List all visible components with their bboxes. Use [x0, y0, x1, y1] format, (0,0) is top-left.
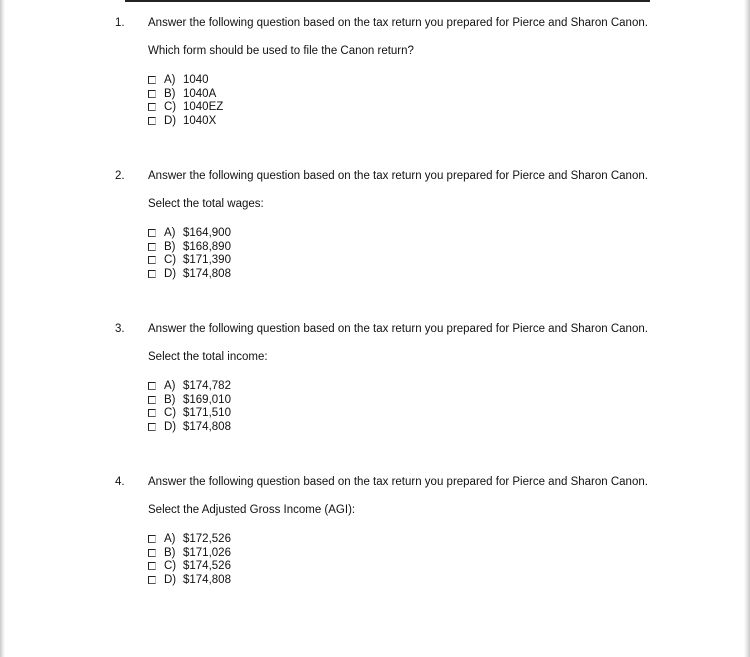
- answer-options: [148, 379, 650, 434]
- option-b[interactable]: B) $168,890: [148, 240, 650, 254]
- question-intro: Answer the following question based on the tax return you prepared for Pierce and Sharon Canon.: [148, 323, 648, 335]
- answer-options: [148, 226, 650, 281]
- page-edge-left: [0, 0, 5, 657]
- checkbox[interactable]: [148, 270, 156, 278]
- checkbox[interactable]: [148, 103, 156, 111]
- option-c[interactable]: C) $174,526: [148, 559, 650, 573]
- checkbox[interactable]: [148, 76, 156, 84]
- question-3: [115, 322, 650, 434]
- checkbox[interactable]: [148, 243, 156, 251]
- option-c[interactable]: C) $171,510: [148, 406, 650, 420]
- checkbox[interactable]: [148, 423, 156, 431]
- option-b[interactable]: B) 1040A: [148, 87, 650, 101]
- question-number: 4.: [115, 476, 125, 488]
- checkbox[interactable]: [148, 90, 156, 98]
- question-prompt: Select the total wages:: [148, 198, 264, 210]
- question-prompt: Select the Adjusted Gross Income (AGI):: [148, 504, 356, 516]
- answer-options: [148, 73, 650, 128]
- option-c[interactable]: C) $171,390: [148, 253, 650, 267]
- question-number: 1.: [115, 17, 125, 29]
- question-intro: Answer the following question based on the tax return you prepared for Pierce and Sharon Canon.: [148, 170, 648, 182]
- option-b[interactable]: B) $169,010: [148, 393, 650, 407]
- option-d[interactable]: D) $174,808: [148, 573, 650, 587]
- option-a[interactable]: A) $174,782: [148, 379, 650, 393]
- question-intro: Answer the following question based on the tax return you prepared for Pierce and Sharon Canon.: [148, 17, 648, 29]
- question-1: [115, 16, 650, 128]
- checkbox[interactable]: [148, 117, 156, 125]
- checkbox[interactable]: [148, 256, 156, 264]
- checkbox[interactable]: [148, 382, 156, 390]
- top-rule: [125, 0, 650, 2]
- question-intro: Answer the following question based on the tax return you prepared for Pierce and Sharon Canon.: [148, 476, 648, 488]
- question-number: 2.: [115, 170, 125, 182]
- checkbox[interactable]: [148, 549, 156, 557]
- option-a[interactable]: A) $172,526: [148, 532, 650, 546]
- checkbox[interactable]: [148, 576, 156, 584]
- option-b[interactable]: B) $171,026: [148, 546, 650, 560]
- question-number: 3.: [115, 323, 125, 335]
- option-c[interactable]: C) 1040EZ: [148, 100, 650, 114]
- question-2: [115, 169, 650, 281]
- question-prompt: Which form should be used to file the Canon return?: [148, 45, 414, 57]
- question-prompt: Select the total income:: [148, 351, 268, 363]
- option-a[interactable]: A) $164,900: [148, 226, 650, 240]
- question-4: [115, 475, 650, 587]
- checkbox[interactable]: [148, 562, 156, 570]
- option-a[interactable]: A) 1040: [148, 73, 650, 87]
- option-d[interactable]: D) 1040X: [148, 114, 650, 128]
- page-edge-right: [744, 0, 750, 657]
- answer-options: [148, 532, 650, 587]
- checkbox[interactable]: [148, 396, 156, 404]
- checkbox[interactable]: [148, 409, 156, 417]
- option-d[interactable]: D) $174,808: [148, 420, 650, 434]
- checkbox[interactable]: [148, 229, 156, 237]
- option-d[interactable]: D) $174,808: [148, 267, 650, 281]
- checkbox[interactable]: [148, 535, 156, 543]
